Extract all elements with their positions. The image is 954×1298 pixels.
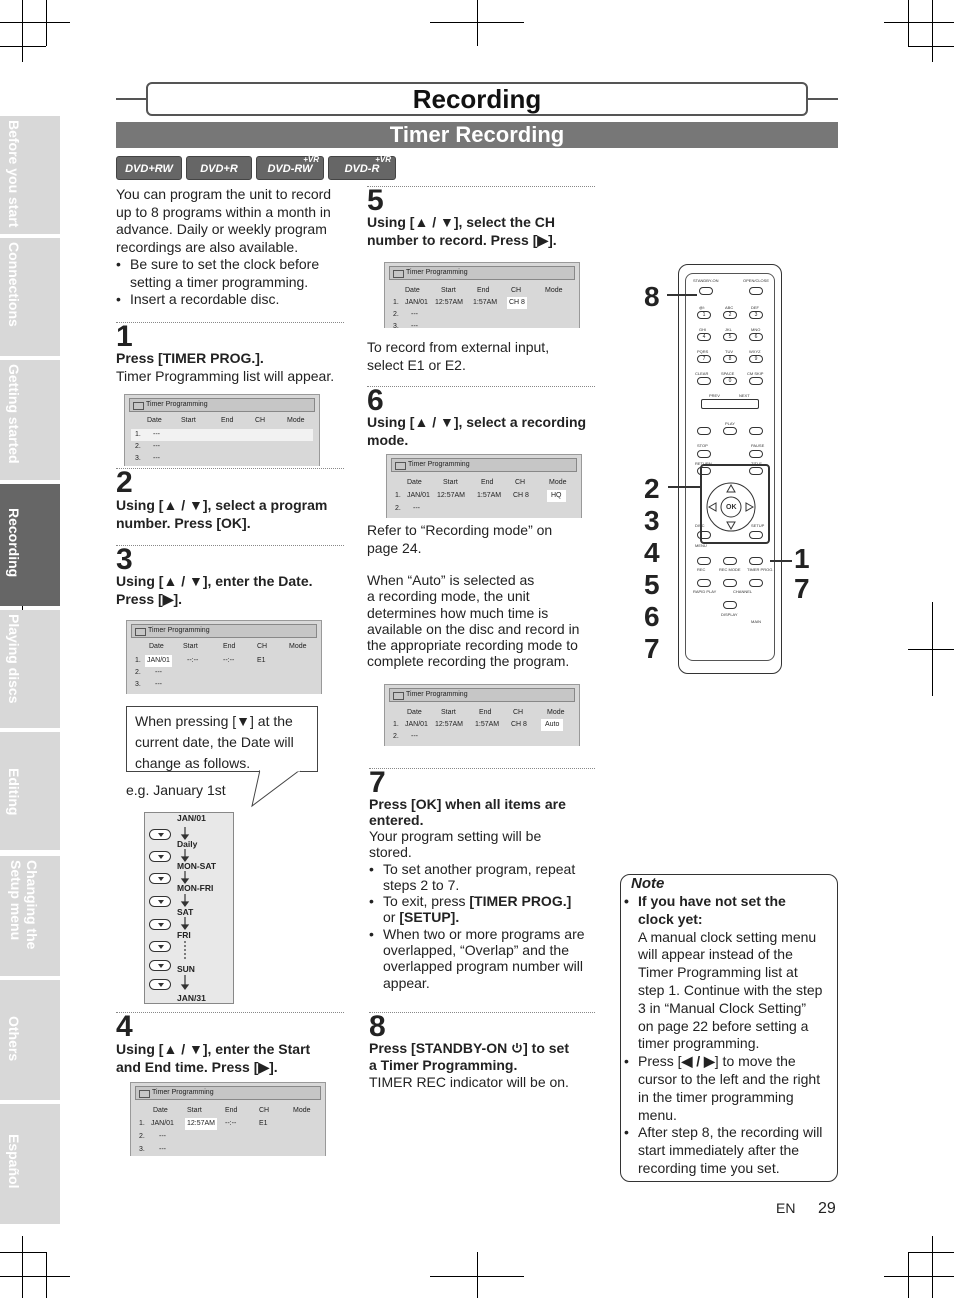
tab-recording[interactable]: Recording — [0, 484, 60, 606]
note-box: Note • If you have not set the clock yet: A manual clock setting menu will appear instead of the Timer Programming list at step 1. Continue with the step 3 in “Manual Clock Setting” on page 22 before setting a timer programming. • Press [◀ / ▶] to move the cursor to the left and the right in the timer programming menu. • After step 8, the recording will start immediately after the recording time you set. — [620, 874, 838, 1182]
step-6-note: Refer to “Recording mode” on page 24. — [367, 522, 553, 556]
tab-changing-setup-menu[interactable]: Changing the Setup menu — [0, 856, 60, 976]
note-title: Note — [631, 875, 665, 892]
step-2-heading: Using [▲ / ▼], select a program number. Press [OK]. — [116, 497, 328, 531]
dvd-plus-r-logo: DVD+R — [186, 156, 252, 180]
power-icon — [511, 1042, 523, 1054]
callout-7: 7 — [794, 573, 810, 604]
tab-getting-started[interactable]: Getting started — [0, 360, 60, 480]
step-3-screen: Timer Programming Date Start End CH Mode 1. JAN/01 --:-- --:-- E1 2. --- 3. --- — [126, 620, 322, 694]
step-5-number: 5 — [367, 184, 384, 217]
tab-connections[interactable]: Connections — [0, 238, 60, 356]
auto-mode-screen: Timer Programming Date Start End CH Mode 1. JAN/01 12:57AM 1:57AM CH 8 Auto 2. --- — [384, 684, 580, 746]
dvd-plus-rw-logo: DVD+RW — [116, 156, 182, 180]
down-key-icon — [149, 919, 171, 930]
dpad-highlight — [700, 464, 770, 544]
step-4-number: 4 — [116, 1010, 133, 1043]
callout-8: 8 — [644, 281, 660, 312]
step-8-heading: Press [STANDBY-ON ] to set a Timer Programming. — [369, 1040, 569, 1073]
tab-espanol[interactable]: Español — [0, 1104, 60, 1224]
step-6-heading: Using [▲ / ▼], select a recording mode. — [367, 414, 587, 448]
step-8-number: 8 — [369, 1010, 386, 1043]
step-7-number: 7 — [369, 766, 386, 799]
step-6-screen: Timer Programming Date Start End CH Mode 1. JAN/01 12:57AM 1:57AM CH 8 HQ 2. --- — [386, 454, 582, 518]
down-key-icon — [149, 960, 171, 971]
step-5-note: To record from external input, select E1 or E2. — [367, 339, 550, 373]
step-5-screen: Timer Programming Date Start End CH Mode 1. JAN/01 12:57AM 1:57AM CH 8 2. --- 3. --- — [384, 262, 580, 328]
dvd-minus-r-logo: +VR DVD-R — [328, 156, 396, 180]
step-4-heading: Using [▲ / ▼], enter the Start and End time. Press [▶]. — [116, 1041, 311, 1075]
step-5-heading: Using [▲ / ▼], select the CH number to record. Press [▶]. — [367, 214, 557, 248]
tab-before-you-start[interactable]: Before you start — [0, 116, 60, 234]
tab-playing-discs[interactable]: Playing discs — [0, 610, 60, 728]
step-1-screen: Timer Programming Date Start End CH Mode 1. --- 2. --- 3. --- — [124, 394, 320, 466]
down-key-icon — [149, 979, 171, 990]
date-callout: When pressing [▼] at the current date, the Date will change as follows. — [126, 706, 318, 772]
step-1-body: Timer Programming list will appear. — [116, 368, 335, 384]
section-title: Timer Recording — [116, 122, 838, 148]
date-cycle-chart: JAN/01 Daily MON-SAT MON-FRI SAT FRI SUN JAN/31 — [144, 812, 234, 1004]
tab-others[interactable]: Others — [0, 980, 60, 1100]
intro-text: You can program the unit to record up to 8 programs within a month in advance. Daily or weekly program recordings are also available. • Be sure to set the clock before setting a timer programming. • Insert a recordable disc. — [116, 186, 332, 307]
down-key-icon — [149, 873, 171, 884]
down-key-icon — [149, 941, 171, 952]
page-number: 29 — [818, 1200, 836, 1217]
title-banner — [116, 82, 838, 116]
step-7-body: Your program setting will be stored. • To set another program, repeat steps 2 to 7. • To exit, press [TIMER PROG.] or [SETUP]. • When two or more programs are overlapped, “Overlap” and the overlapped program number will appear. — [369, 828, 585, 991]
footer-language: EN — [776, 1200, 796, 1216]
step-1-number: 1 — [116, 320, 133, 353]
down-key-icon — [149, 851, 171, 862]
example-label: e.g. January 1st — [126, 782, 226, 798]
callout-pointer — [250, 770, 310, 808]
standby-button — [699, 287, 713, 295]
callout-1: 1 — [794, 543, 810, 574]
step-6-number: 6 — [367, 384, 384, 417]
step-3-number: 3 — [116, 543, 133, 576]
step-3-heading: Using [▲ / ▼], enter the Date. Press [▶]. — [116, 573, 313, 607]
step-2-number: 2 — [116, 466, 133, 499]
tab-editing[interactable]: Editing — [0, 732, 60, 850]
auto-mode-text: When “Auto” is selected as a recording mode, the unit determines how much time is available on the disc and record in the appropriate recording mode to complete recording the program. — [367, 572, 580, 670]
step-4-screen: Timer Programming Date Start End CH Mode 1. JAN/01 12:57AM --:-- E1 2. --- 3. --- — [130, 1082, 326, 1156]
page-title: Recording — [146, 82, 808, 116]
down-key-icon — [149, 829, 171, 840]
open-close-button — [749, 287, 763, 295]
step-1-heading: Press [TIMER PROG.]. — [116, 350, 264, 366]
down-key-icon — [149, 896, 171, 907]
step-8-body: TIMER REC indicator will be on. — [369, 1074, 569, 1090]
dvd-minus-rw-logo: +VR DVD-RW — [256, 156, 324, 180]
remote-control-illustration: STANDBY-ON OPEN/CLOSE @!: ABC DEF 1 2 3 GHI JKL MNO 4 5 6 PQRS TUV WXYZ 7 8 9 CLEAR SPACE CM SKIP 0 PREV NEXT PLAY STOP PAUSE RETURN TITLE OK DISC SETUP MENU REC REC MODE TIMER PROG. RAPID PLAY CHANNEL DISPLAY MAIN — [678, 264, 782, 674]
step-7-heading: Press [OK] when all items are entered. — [369, 796, 566, 829]
